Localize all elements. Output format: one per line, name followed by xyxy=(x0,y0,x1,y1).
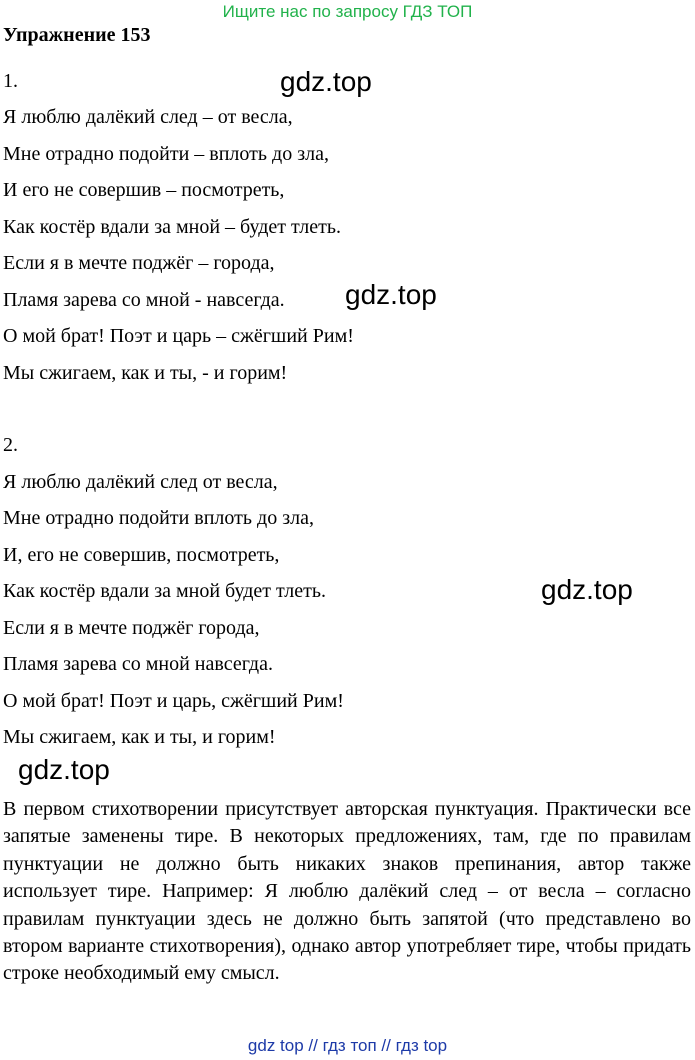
poem2-line: Как костёр вдали за мной будет тлеть. xyxy=(3,580,326,602)
bottom-banner: gdz top // гдз топ // гдз top xyxy=(247,1036,448,1055)
poem2-line: Если я в мечте поджёг города, xyxy=(3,617,260,639)
poem1-line: Мне отрадно подойти – вплоть до зла, xyxy=(3,143,329,165)
poem2-line: Я люблю далёкий след от весла, xyxy=(3,471,278,493)
poem2-line: И, его не совершив, посмотреть, xyxy=(3,544,280,566)
top-banner: Ищите нас по запросу ГДЗ ТОП xyxy=(222,2,473,21)
poem1-line: Пламя зарева со мной - навсегда. xyxy=(3,289,285,311)
poem2-number: 2. xyxy=(3,434,18,456)
poem2-line: Пламя зарева со мной навсегда. xyxy=(3,653,273,675)
watermark: gdz.top xyxy=(280,66,372,97)
poem2-line: Мы сжигаем, как и ты, и горим! xyxy=(3,726,276,748)
poem1-line: И его не совершив – посмотреть, xyxy=(3,179,285,201)
poem1-number: 1. xyxy=(3,70,18,92)
watermark: gdz.top xyxy=(18,754,110,785)
poem1-line: Мы сжигаем, как и ты, - и горим! xyxy=(3,362,288,384)
poem2-line: О мой брат! Поэт и царь, сжёгший Рим! xyxy=(3,690,344,712)
poem1-line: Если я в мечте поджёг – города, xyxy=(3,252,275,274)
poem1-line: Я люблю далёкий след – от весла, xyxy=(3,106,293,128)
poem1-line: О мой брат! Поэт и царь – сжёгший Рим! xyxy=(3,325,354,347)
watermark: gdz.top xyxy=(345,279,437,310)
exercise-title: Упражнение 153 xyxy=(3,24,151,46)
poem1-line: Как костёр вдали за мной – будет тлеть. xyxy=(3,216,341,238)
poem2-line: Мне отрадно подойти вплоть до зла, xyxy=(3,507,314,529)
explanation-paragraph: В первом стихотворении присутствует авторская пунктуация. Практически все запятые заменены тире. В некоторых предложениях, там, где по правилам пунктуации не должно быть никаких знаков препинания, автор также использует тире. Например: Я люблю далёкий след – от весла – согласно правилам пунктуации здесь не должно быть запятой (что представлено во втором варианте стихотворения), однако автор употребляет тире, чтобы придать строке необходимый ему смысл. xyxy=(3,798,691,985)
watermark: gdz.top xyxy=(541,574,633,605)
